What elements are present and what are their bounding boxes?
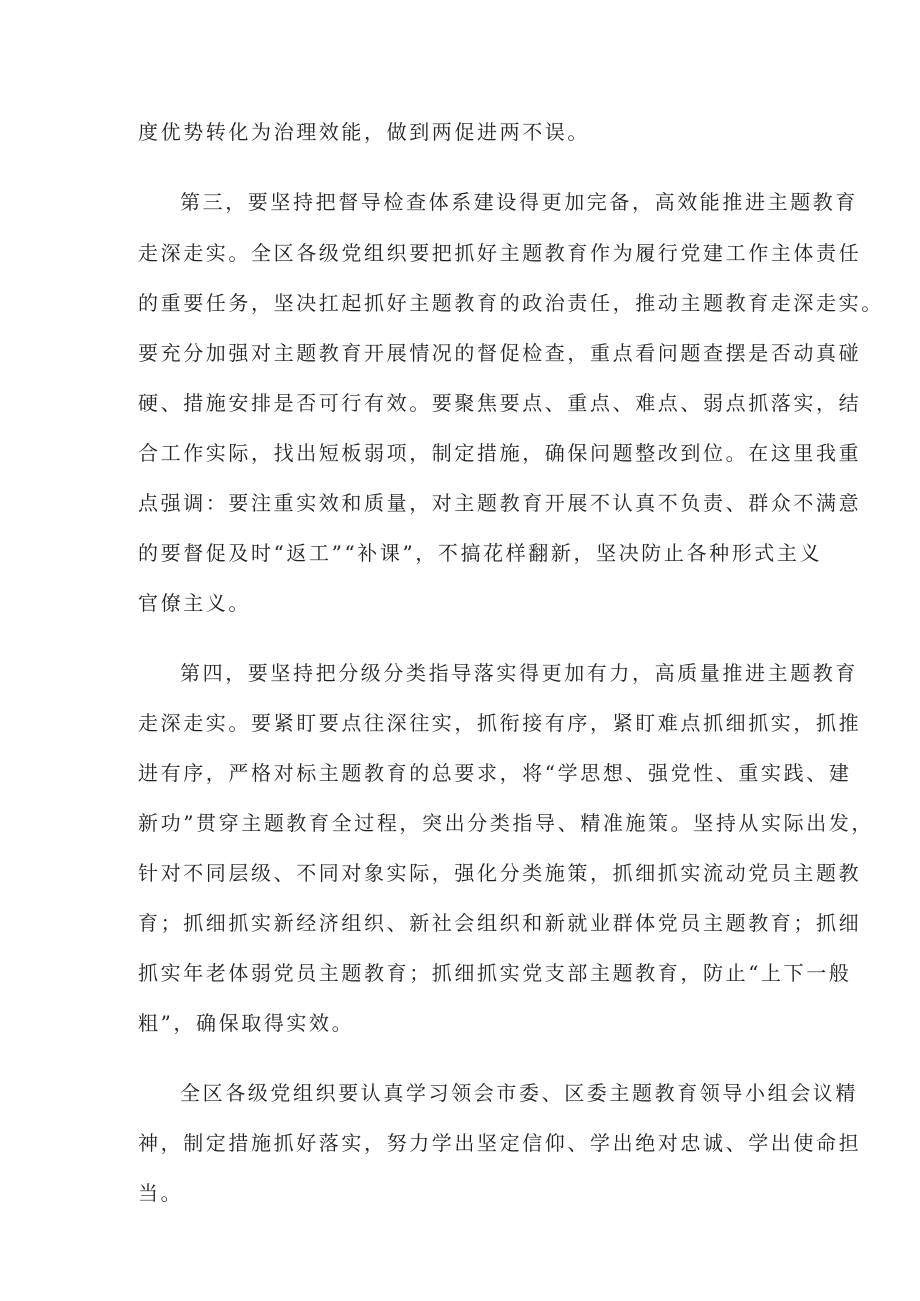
text-line: 新功”贯穿主题教育全过程，突出分类指导、精准施策。坚持从实际出发， <box>138 811 875 835</box>
text-line: 神，制定措施抓好落实，努力学出坚定信仰、学出绝对忠诚、学出使命担 <box>138 1131 862 1155</box>
text-line: 第四，要坚持把分级分类指导落实得更加有力，高质量推进主题教育 <box>180 661 858 685</box>
text-line: 抓实年老体弱党员主题教育；抓细抓实党支部主题教育，防止“上下一般 <box>138 961 852 985</box>
text-line: 当。 <box>138 1181 184 1205</box>
text-line: 走深走实。要紧盯要点往深往实，抓衔接有序，紧盯难点抓细抓实，抓推 <box>138 711 862 735</box>
text-line: 硬、措施安排是否可行有效。要聚焦要点、重点、难点、弱点抓落实，结 <box>138 391 862 415</box>
text-line: 进有序，严格对标主题教育的总要求，将“学思想、强党性、重实践、建 <box>138 761 852 785</box>
text-line: 的要督促及时“返工”“补课”，不搞花样翻新，坚决防止各种形式主义 <box>138 541 823 565</box>
text-line: 针对不同层级、不同对象实际，强化分类施策，抓细抓实流动党员主题教 <box>138 861 862 885</box>
text-line: 合工作实际，找出短板弱项，制定措施，确保问题整改到位。在这里我重 <box>138 441 862 465</box>
text-line: 走深走实。全区各级党组织要把抓好主题教育作为履行党建工作主体责任 <box>138 241 862 265</box>
text-line: 官僚主义。 <box>138 591 251 615</box>
text-line: 第三，要坚持把督导检查体系建设得更加完备，高效能推进主题教育 <box>180 190 858 214</box>
text-line: 度优势转化为治理效能，做到两促进两不误。 <box>138 120 590 144</box>
text-line: 全区各级党组织要认真学习领会市委、区委主题教育领导小组会议精 <box>180 1081 858 1105</box>
text-line: 要充分加强对主题教育开展情况的督促检查，重点看问题查摆是否动真碰 <box>138 341 862 365</box>
text-line: 的重要任务，坚决扛起抓好主题教育的政治责任，推动主题教育走深走实。 <box>138 291 884 315</box>
text-line: 育；抓细抓实新经济组织、新社会组织和新就业群体党员主题教育；抓细 <box>138 911 862 935</box>
text-line: 粗”，确保取得实效。 <box>138 1011 355 1035</box>
text-line: 点强调：要注重实效和质量，对主题教育开展不认真不负责、群众不满意 <box>138 491 862 515</box>
